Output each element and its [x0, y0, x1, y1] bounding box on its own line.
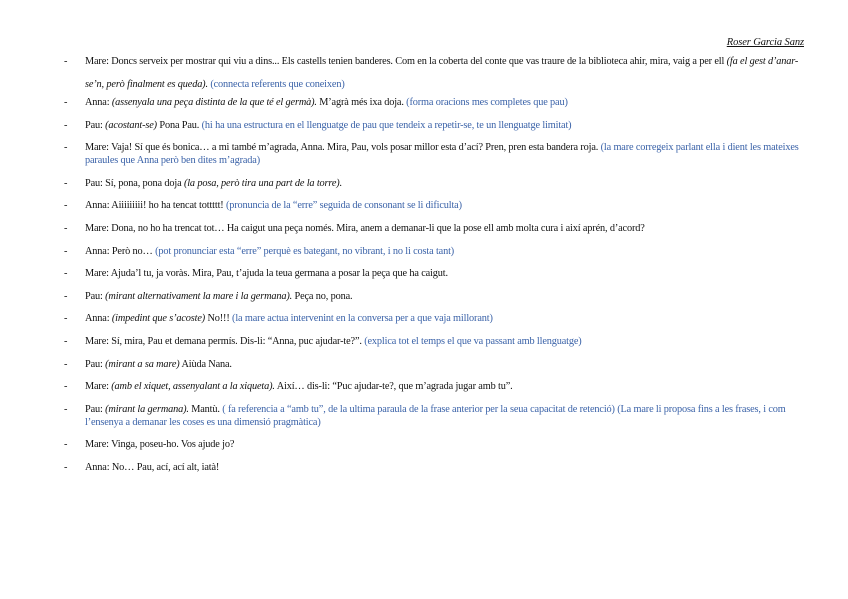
speaker: Mare:: [85, 56, 109, 67]
list-dash: -: [64, 313, 68, 325]
list-dash: -: [64, 56, 68, 67]
utterance-cont: Pona Pau.: [156, 119, 202, 131]
annotation: (pronuncia de la “erre” seguida de consonant se li dificulta): [226, 200, 462, 212]
speaker: Mare:: [85, 439, 109, 451]
speaker: Anna:: [85, 245, 110, 257]
annotation: ( fa referencia a “amb tu”, de la ultima paraula de la frase anterior per la seua capacitat de retenció) (La mare li proposa fins a les frases, i com l’ensenya a demanar les coses es una dimensió pragmàtica): [85, 403, 786, 428]
utterance: Ajuda’l tu, ja voràs. Mira, Pau, t’ajuda la teua germana a posar la peça que ha caigut.: [108, 268, 448, 280]
speaker: Mare:: [85, 222, 109, 234]
list-dash: -: [64, 142, 68, 154]
list-dash: -: [64, 439, 68, 451]
dialogue-line: [64, 403, 804, 429]
speaker: Pau:: [85, 177, 103, 189]
list-dash: -: [64, 268, 68, 280]
annotation: (forma oracions mes completes que pau): [406, 97, 568, 108]
annotation: (pot pronunciar esta “erre” perquè es bategant, no vibrant, i no li costa tant): [155, 245, 455, 257]
speaker: Anna:: [85, 200, 110, 212]
dialogue-line: [64, 245, 804, 258]
dialogue-line: [64, 312, 804, 325]
list-dash: -: [64, 358, 68, 370]
list-dash: -: [64, 461, 68, 473]
author-name: Roser Garcia Sanz: [726, 37, 804, 48]
speaker: Pau:: [85, 290, 103, 302]
utterance: Sí, mira, Pau et demana permís. Dis-li: “Anna, puc ajudar-te?”.: [108, 335, 365, 347]
utterance: Vaja! Sí que és bonica… a mi també m’agrada, Anna. Mira, Pau, vols posar millor esta d’ací? Pren, pren esta bandera roja.: [108, 142, 601, 154]
annotation: (la mare corregeix parlant ella i dient les mateixes paraules que Anna però ben dites m’agrada): [85, 142, 799, 167]
speaker: Mare:: [85, 142, 109, 154]
annotation: (explica tot el temps el que va passant amb llenguatge): [364, 335, 582, 347]
speaker: Mare:: [85, 381, 109, 393]
dialogue-line: [64, 358, 804, 371]
annotation: (hi ha una estructura en el llenguatge de pau que tendeix a repetir-se, te un llenguatge limitat): [201, 119, 572, 131]
list-dash: -: [64, 119, 68, 131]
utterance-cont: Així… dis-li: “Puc ajudar-te?, que m’agrada jugar amb tu”.: [274, 381, 513, 393]
utterance-cont: Aiùda Nana.: [179, 358, 232, 370]
dialogue-list: [64, 50, 804, 484]
list-dash: -: [64, 97, 68, 108]
utterance-cont: Peça no, pona.: [292, 290, 353, 302]
speaker: Anna:: [85, 313, 110, 325]
dialogue-line: [64, 438, 804, 451]
dialogue-line: [64, 119, 804, 132]
speaker: Pau:: [85, 119, 103, 131]
dialogue-line: [64, 50, 804, 96]
list-dash: -: [64, 290, 68, 302]
list-dash: -: [64, 222, 68, 234]
dialogue-line: [64, 380, 804, 393]
speaker: Pau:: [85, 358, 103, 370]
stage-direction: (acostant-se): [105, 119, 157, 131]
utterance-cont: Mantù.: [188, 403, 223, 415]
utterance-cont: M’agrà més ixa doja.: [316, 97, 407, 108]
stage-direction: (amb el xiquet, assenyalant a la xiqueta).: [111, 381, 275, 393]
dialogue-line: [64, 222, 804, 235]
dialogue-line: [64, 290, 804, 303]
stage-direction: (la posa, però tira una part de la torre).: [183, 177, 343, 189]
stage-direction: (mirant a sa mare): [105, 358, 180, 370]
speaker: Anna:: [85, 461, 110, 473]
utterance: Sí, pona, pona doja: [102, 177, 184, 189]
dialogue-line: [64, 96, 804, 109]
list-dash: -: [64, 403, 68, 415]
dialogue-line: [64, 335, 804, 348]
stage-direction: (assenyala una peça distinta de la que té el germà).: [111, 97, 317, 108]
speaker: Mare:: [85, 335, 109, 347]
stage-direction: (mirant la germana).: [105, 403, 189, 415]
list-dash: -: [64, 245, 68, 257]
dialogue-line: [64, 199, 804, 212]
list-dash: -: [64, 177, 68, 189]
stage-direction: (mirant alternativament la mare i la germana).: [105, 290, 293, 302]
dialogue-line: [64, 177, 804, 190]
utterance-cont: No!!!: [205, 313, 233, 325]
dialogue-line: [64, 141, 804, 167]
dialogue-line: [64, 461, 804, 474]
stage-direction: (impedint que s’acoste): [111, 313, 206, 325]
utterance: Aiiiiiiiii! ho ha tencat tottttt!: [109, 200, 226, 212]
stage-direction: (fa el gest d’anar-se’n, però finalment es queda).: [85, 56, 799, 90]
list-dash: -: [64, 200, 68, 212]
list-dash: -: [64, 335, 68, 347]
utterance: No… Pau, ací, ací alt, iatà!: [109, 461, 220, 473]
dialogue-line: [64, 267, 804, 280]
utterance: Dona, no ho ha trencat tot… Ha caigut una peça només. Mira, anem a demanar-li que la pose ell amb molta cura i així aprén, d’acord?: [108, 222, 645, 234]
list-dash: -: [64, 381, 68, 393]
annotation: (la mare actua intervenint en la conversa per a que vaja millorant): [232, 313, 493, 325]
utterance: Doncs serveix per mostrar qui viu a dins... Els castells tenien banderes. Com en la coberta del conte que vas traure de la biblioteca ahir, mira, vaig a per ell: [108, 56, 727, 67]
utterance: Vinga, poseu-ho. Vos ajude jo?: [108, 439, 235, 451]
speaker: Pau:: [85, 403, 103, 415]
utterance: Però no…: [109, 245, 156, 257]
speaker: Anna:: [85, 97, 110, 108]
speaker: Mare:: [85, 268, 109, 280]
annotation: (connecta referents que coneixen): [210, 79, 345, 90]
